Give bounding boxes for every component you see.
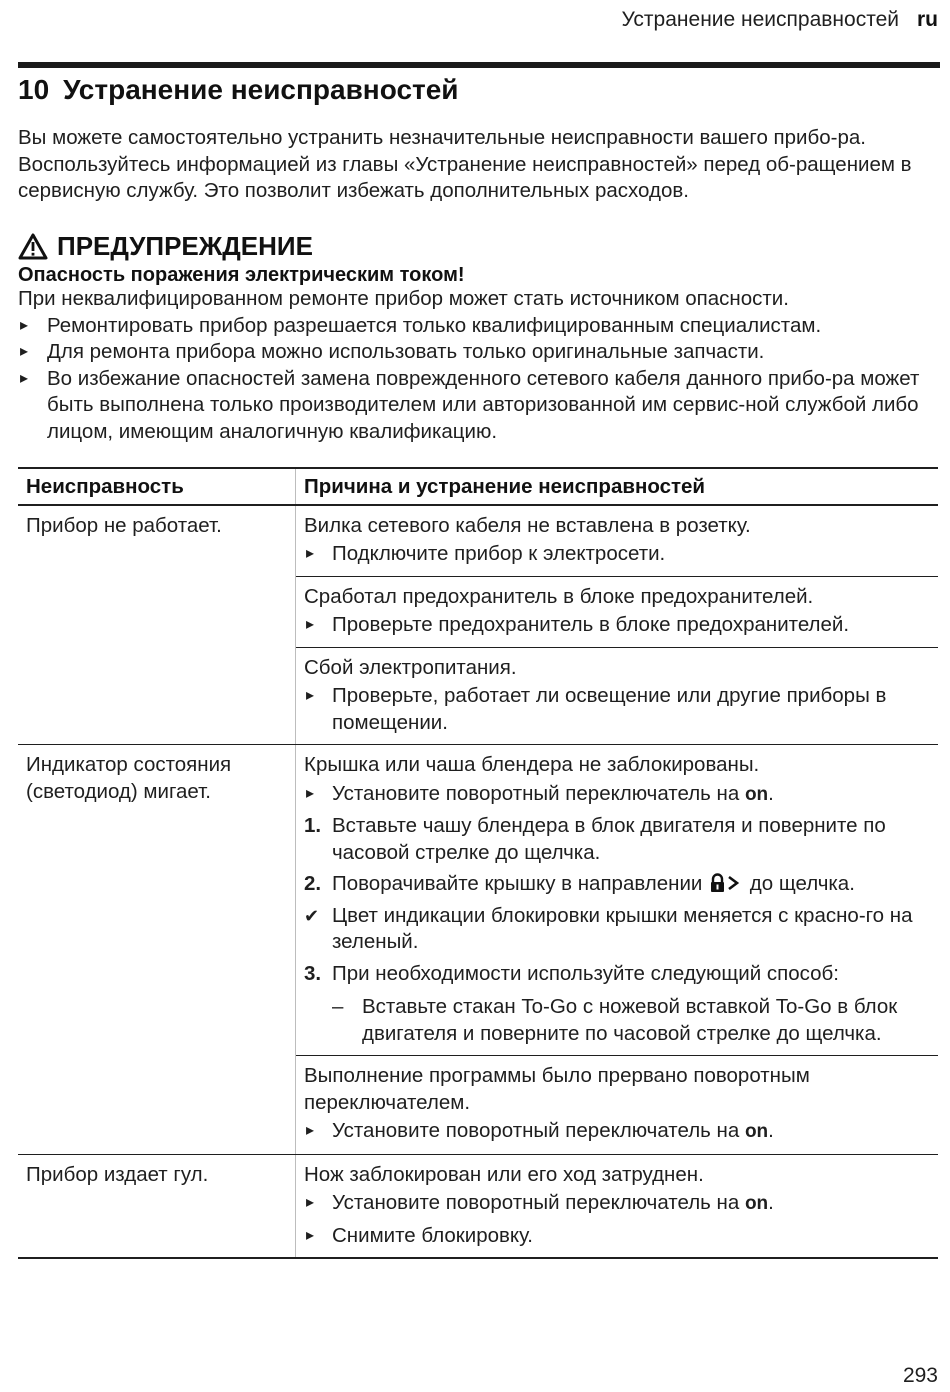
- action-step: ▸ Установите поворотный переключатель на on.: [304, 781, 932, 809]
- warning-text: При неквалифицированном ремонте прибор может стать источником опасности.: [18, 287, 789, 310]
- dash-step: [304, 994, 932, 1047]
- arrow-icon: ▸: [306, 687, 315, 704]
- chapter-title-text: Устранение неисправностей: [63, 74, 459, 105]
- dash-marker: –: [332, 995, 344, 1018]
- on-label: on: [744, 1121, 769, 1142]
- action-step: ▸ Установите поворотный переключатель на on.: [304, 1118, 932, 1146]
- step-text: При необходимости используйте следующий способ:: [332, 961, 839, 985]
- step-number: 1.: [304, 814, 322, 837]
- cause-text: Сбой электропитания.: [304, 655, 517, 679]
- chapter-number: 10: [18, 74, 50, 105]
- numbered-step: [304, 871, 932, 898]
- action-text: Установите поворотный переключатель на: [332, 1191, 740, 1214]
- troubleshooting-table: [18, 467, 938, 1259]
- result-text: Цвет индикации блокировки крышки меняется с красно-го на зеленый.: [332, 903, 913, 953]
- warning-bullet: ▸ Во избежание опасностей замена поврежденного сетевого кабеля данного прибо-ра может быть выполнена только производителем или авторизованной им сервис-ной службой либо лицом, имеющим аналогичную квалификацию.: [18, 366, 930, 446]
- warning-bullet: ▸ Для ремонта прибора можно использовать только оригинальные запчасти.: [18, 339, 930, 366]
- warning-triangle-icon: [18, 233, 48, 260]
- step-text: Вставьте чашу блендера в блок двигателя и поверните по часовой стрелке до щелчка.: [332, 814, 886, 864]
- fault-cell: Прибор издает гул.: [18, 1154, 296, 1258]
- intro-paragraph: Вы можете самостоятельно устранить незначительные неисправности вашего прибо-ра. Воспользуйтесь информацией из главы «Устранение неисправностей» перед об-ращением в сервисную службу. Это позволит избежать дополнительных расходов.: [18, 126, 912, 202]
- action-text: Проверьте, работает ли освещение или другие приборы в помещении.: [332, 684, 887, 734]
- numbered-step: [304, 813, 932, 866]
- warning-bullet: ▸ Ремонтировать прибор разрешается только квалифицированным специалистам.: [18, 313, 930, 340]
- lock-rotate-icon: [710, 873, 742, 893]
- check-icon: ✔: [304, 905, 320, 926]
- fault-cell: Прибор не работает.: [18, 505, 296, 745]
- action-step: [304, 683, 932, 736]
- table-row: [18, 745, 938, 1056]
- warning-heading: [18, 228, 930, 264]
- arrow-icon: ▸: [306, 1122, 315, 1139]
- arrow-icon: ▸: [306, 784, 315, 802]
- running-header-section: Устранение неисправностей: [621, 8, 899, 31]
- action-step: [304, 612, 932, 639]
- action-step: [304, 1223, 932, 1250]
- cause-cell: [296, 576, 939, 647]
- result-step: [304, 903, 932, 956]
- cause-cell: [296, 647, 939, 745]
- header-rule: [18, 62, 940, 68]
- action-text: Установите поворотный переключатель на: [332, 1119, 740, 1142]
- cause-text: Выполнение программы было прервано поворотным переключателем.: [304, 1064, 810, 1114]
- chapter-title: [18, 70, 459, 110]
- dash-text: Вставьте стакан To-Go с ножевой вставкой To-Go в блок двигателя и поверните по часовой стрелке до щелчка.: [362, 995, 898, 1045]
- step-number: 2.: [304, 872, 322, 895]
- cause-text: Сработал предохранитель в блоке предохранителей.: [304, 584, 814, 608]
- cause-cell: [296, 505, 939, 577]
- warning-bullet-list: [18, 313, 930, 446]
- arrow-icon: ▸: [306, 545, 315, 562]
- action-text: Снимите блокировку.: [332, 1223, 533, 1247]
- action-text: Проверьте предохранитель в блоке предохранителей.: [332, 613, 850, 636]
- language-code: ru: [917, 8, 938, 31]
- cause-cell: [296, 745, 939, 1056]
- table-row: [18, 505, 938, 577]
- arrow-icon: ▸: [306, 616, 315, 633]
- running-header: [622, 6, 939, 34]
- cause-text: Крышка или чаша блендера не заблокированы.: [304, 753, 760, 776]
- step-text: до щелчка.: [749, 872, 855, 895]
- step-text: Поворачивайте крышку в направлении: [332, 872, 703, 895]
- header-cause: Причина и устранение неисправностей: [296, 468, 939, 505]
- warning-heading-text: ПРЕДУПРЕЖДЕНИЕ: [57, 231, 313, 261]
- arrow-icon: ▸: [306, 1226, 315, 1244]
- arrow-icon: ▸: [306, 1194, 315, 1211]
- numbered-step: [304, 961, 932, 988]
- action-text: Установите поворотный переключатель на: [332, 781, 740, 805]
- action-step: ▸ Установите поворотный переключатель на on.: [304, 1190, 932, 1218]
- table-header-row: [18, 468, 938, 505]
- cause-cell: [296, 1154, 939, 1258]
- fault-cell: Индикатор состояния (светодиод) мигает.: [18, 745, 296, 1155]
- action-text: Подключите прибор к электросети.: [332, 542, 666, 565]
- cause-text: Вилка сетевого кабеля не вставлена в розетку.: [304, 513, 751, 537]
- on-label: on: [744, 1193, 769, 1214]
- warning-block: [18, 228, 930, 445]
- table-row: [18, 1154, 938, 1258]
- cause-text: Нож заблокирован или его ход затруднен.: [304, 1162, 704, 1186]
- page-number: 293: [902, 1364, 938, 1387]
- on-label: on: [744, 783, 769, 805]
- cause-cell: [296, 1056, 939, 1155]
- warning-subheading: Опасность поражения электрическим током!: [18, 264, 465, 286]
- header-fault: Неисправность: [18, 468, 296, 505]
- step-number: 3.: [304, 961, 322, 985]
- action-step: [304, 541, 932, 568]
